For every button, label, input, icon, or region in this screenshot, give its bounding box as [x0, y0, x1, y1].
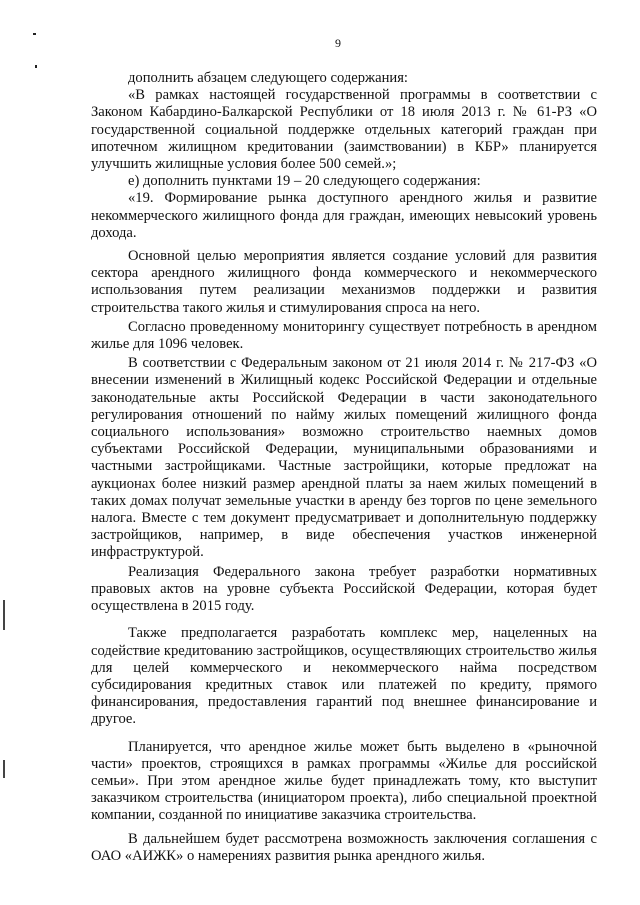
document-body — [91, 70, 597, 865]
paragraph: «19. Формирование рынка доступного арендного жилья и развитие некоммерческого жилищного фонда для граждан, имеющих невысокий уровень дохода. — [91, 190, 597, 241]
scan-mark — [33, 33, 36, 35]
page-number: 9 — [335, 36, 341, 50]
scan-mark — [35, 65, 37, 68]
paragraph: е) дополнить пунктами 19 – 20 следующего содержания: — [128, 173, 481, 190]
paragraph: Планируется, что арендное жилье может быть выделено в «рыночной части» проектов, строящихся в рамках программы «Жилье для российской семьи». При этом арендное жилье будет принадлежать тому, кто выступит заказчиком строительства (инициатором проекта), либо специальной проектной компании, созданной по инициативе заказчика строительства. — [91, 738, 597, 824]
paragraph: дополнить абзацем следующего содержания: — [128, 70, 408, 86]
paragraph: Согласно проведенному мониторингу существует потребность в арендном жилье для 1096 человек. — [91, 318, 597, 353]
paragraph: «В рамках настоящей государственной программы в соответствии с Законом Кабардино-Балкарской Республики от 18 июля 2013 г. № 61-РЗ «О государственной социальной поддержке отдельных категорий граждан при ипотечном жилищном кредитовании (заимствовании) в КБР» планируется улучшить жилищные условия более 500 семей.»; — [91, 87, 597, 173]
scan-edge-mark — [3, 760, 5, 778]
paragraph: В дальнейшем будет рассмотрена возможность заключения соглашения с ОАО «АИЖК» о намерениях развития рынка арендного жилья. — [91, 830, 597, 864]
scan-edge-mark — [3, 600, 5, 630]
paragraph: Также предполагается разработать комплекс мер, нацеленных на содействие кредитованию застройщиков, осуществляющих строительство жилья для целей коммерческого и некоммерческого найма посредством субсидирования кредитных ставок или платежей по кредиту, прямого финансирования, предоставления гарантий под внешнее финансирование и другое. — [91, 625, 597, 728]
paragraph: Основной целью мероприятия является создание условий для развития сектора арендного жилищного фонда коммерческого и некоммерческого использования путем реализации механизмов поддержки и развития строительства такого жилья и стимулирования спроса на него. — [91, 248, 597, 316]
paragraph: Реализация Федерального закона требует разработки нормативных правовых актов на уровне субъекта Российской Федерации, которая будет осуществлена в 2015 году. — [91, 563, 597, 615]
paragraph: В соответствии с Федеральным законом от 21 июля 2014 г. № 217-ФЗ «О внесении изменений в Жилищный кодекс Российской Федерации и отдельные законодательные акты Российской Федерации в части законодательного регулирования отношений по найму жилых помещений жилищного фонда социального использования» возможно строительство наемных домов субъектами Российской Федерации, муниципальными образованиями и частными застройщиками. Частные застройщики, которые предложат на аукционах более низкий размер арендной платы за наем жилых помещений в таких домах получат земельные участки в аренду без торгов по цене земельного налога. Вместе с тем документ предусматривает и дополнительную поддержку застройщиков, например, в виде обеспечения участков инженерной инфраструктурой. — [91, 355, 597, 561]
